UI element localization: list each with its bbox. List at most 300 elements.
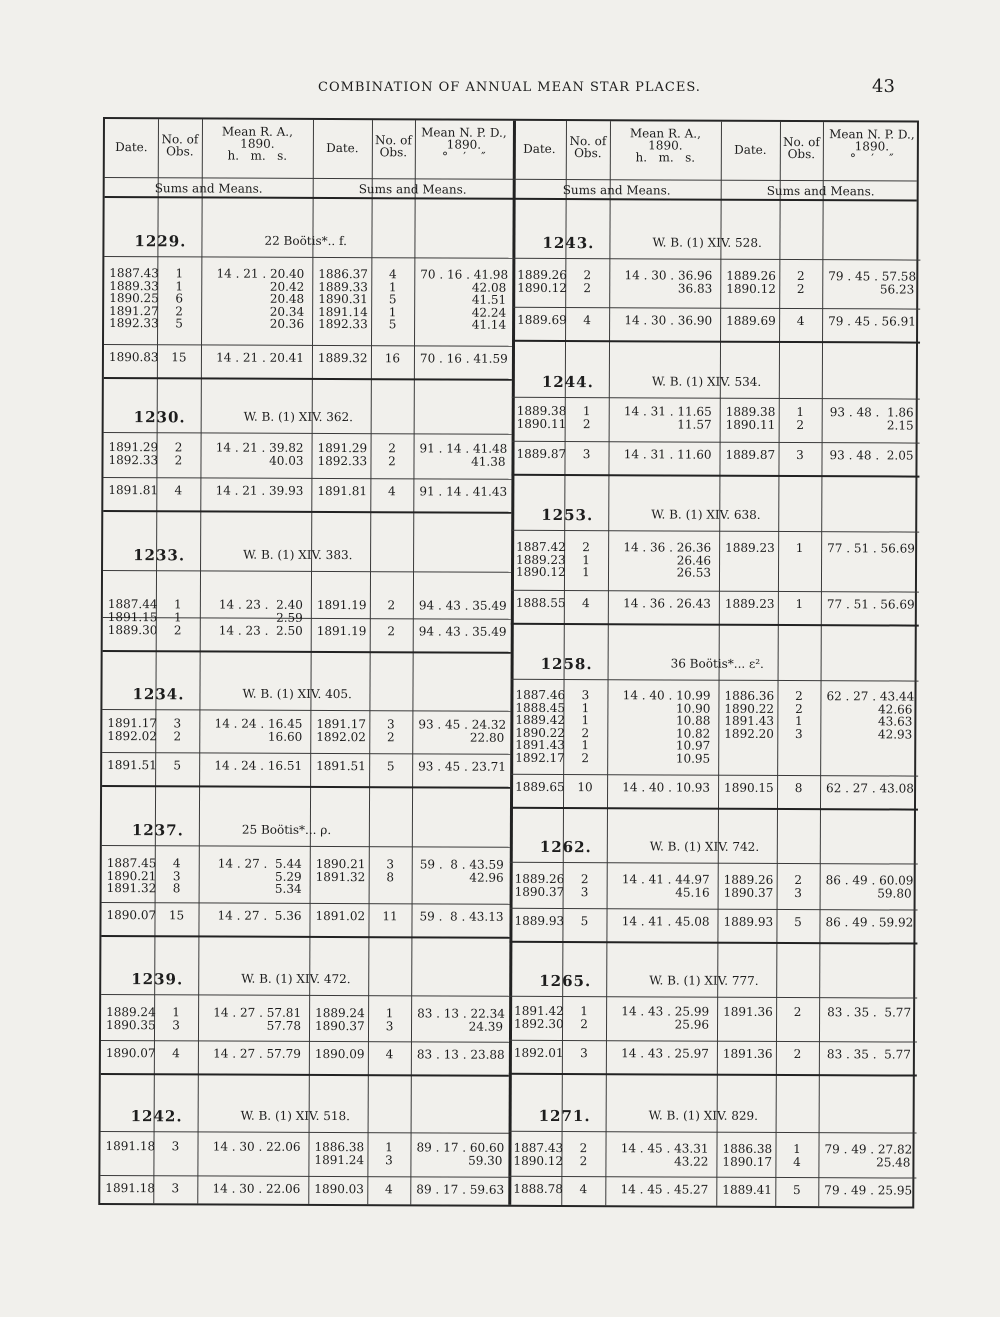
entry-1233-title — [133, 546, 503, 566]
obs-count: 5 — [388, 317, 397, 332]
obs-count: 2 — [796, 281, 805, 296]
entry-rule — [512, 258, 920, 261]
star-number: 1271. — [538, 1106, 591, 1126]
sum-obs: 5 — [792, 1183, 801, 1198]
obs-count: 1 — [582, 404, 591, 419]
obs-count: 2 — [580, 1016, 588, 1031]
mean-npd-value: 42.24 — [471, 305, 507, 320]
sum-rule — [100, 1175, 508, 1178]
mean-ra-value: 5.34 — [274, 881, 302, 896]
mean-ra-value: 14 . 21 . 20.40 — [216, 266, 305, 281]
star-number: 1258. — [540, 654, 593, 674]
sum-mean-ra: 14 . 23 . 2.50 — [218, 623, 303, 638]
mean-ra-value: 10.88 — [675, 713, 711, 728]
obs-date: 1891.19 — [316, 597, 367, 613]
mean-ra-value: 57.78 — [266, 1018, 302, 1033]
left-header-mean-npd: Mean N. P. D., 1890. ° ′ ″ — [421, 125, 507, 164]
sum-mean-ra: 14 . 27 . 57.79 — [213, 1046, 301, 1061]
star-number: 1243. — [542, 233, 595, 253]
sum-mean-npd: 83 . 13 . 23.88 — [416, 1047, 505, 1062]
obs-date: 1891.32 — [315, 869, 366, 884]
obs-date: 1887.44 — [107, 597, 158, 612]
sum-mean-npd: 59 . 8 . 43.13 — [419, 909, 504, 924]
sum-obs: 4 — [385, 1047, 394, 1062]
sum-date: 1889.69 — [517, 312, 567, 328]
star-number: 1265. — [539, 971, 592, 991]
mean-npd-value: 24.39 — [468, 1019, 504, 1034]
obs-count: 1 — [795, 714, 803, 729]
star-designation: W. B. (1) XIV. 638. — [651, 507, 761, 522]
obs-count: 2 — [579, 1141, 588, 1156]
sum-date: 1891.36 — [722, 1046, 773, 1061]
obs-count: 2 — [795, 701, 803, 716]
sum-date: 1890.83 — [108, 350, 159, 365]
sum-mean-npd: 62 . 27 . 43.08 — [826, 781, 914, 796]
obs-count: 1 — [173, 609, 182, 624]
sum-mean-npd: 70 . 16 . 41.59 — [419, 351, 508, 366]
obs-count: 1 — [388, 279, 397, 294]
mean-npd-value: 79 . 45 . 57.58 — [828, 269, 917, 284]
entry-end-rule — [102, 785, 510, 789]
star-number: 1242. — [130, 1107, 183, 1126]
sum-rule — [101, 1040, 509, 1043]
obs-count: 1 — [793, 1142, 801, 1157]
obs-count: 2 — [796, 269, 805, 284]
page-number: 43 — [872, 76, 895, 97]
obs-count: 2 — [388, 441, 396, 456]
star-designation: W. B. (1) XIV. 528. — [652, 235, 762, 250]
sum-mean-ra: 14 . 21 . 20.41 — [216, 350, 304, 365]
obs-date: 1889.24 — [315, 1005, 365, 1021]
star-places-table — [98, 117, 919, 1209]
entry-rule — [103, 570, 511, 573]
mean-npd-value: 94 . 43 . 35.49 — [418, 598, 507, 613]
obs-count: 8 — [386, 869, 395, 884]
mean-npd-value: 91 . 14 . 41.48 — [419, 441, 508, 456]
entry-end-rule — [511, 474, 919, 478]
obs-date: 1892.33 — [109, 316, 159, 331]
sum-mean-npd: 91 . 14 . 41.43 — [419, 484, 508, 499]
obs-count: 2 — [388, 453, 396, 468]
obs-count: 1 — [796, 405, 805, 420]
sum-date: 1892.01 — [513, 1045, 564, 1061]
entry-rule — [512, 397, 920, 400]
sum-obs: 4 — [583, 313, 591, 328]
obs-date: 1891.32 — [106, 881, 157, 896]
entry-1242-title — [131, 1107, 501, 1127]
left-header-date: Date. — [326, 140, 359, 156]
sum-date: 1889.30 — [107, 623, 158, 638]
mean-ra-value: 45.16 — [675, 885, 710, 900]
mean-ra-value: 14 . 27 . 57.81 — [213, 1005, 302, 1020]
left-sums-and-means: Sums and Means. — [154, 181, 263, 196]
entry-rule — [102, 845, 510, 848]
sum-date: 1890.07 — [106, 908, 157, 923]
sum-obs: 4 — [388, 484, 396, 499]
entry-end-rule — [104, 377, 512, 381]
sum-obs: 5 — [173, 758, 182, 773]
mean-ra-value: 10.82 — [675, 726, 711, 741]
obs-date: 1889.24 — [106, 1005, 156, 1020]
mean-npd-value: 42.66 — [878, 701, 913, 717]
obs-date: 1892.02 — [316, 729, 366, 744]
obs-count: 2 — [174, 452, 183, 467]
sum-date: 1889.93 — [723, 914, 774, 929]
sum-rule — [508, 1176, 916, 1179]
entry-end-rule — [510, 807, 918, 811]
obs-date: 1890.21 — [106, 868, 157, 883]
sum-mean-ra: 14 . 45 . 45.27 — [620, 1182, 709, 1197]
mean-npd-value: 41.38 — [471, 454, 506, 469]
sum-mean-npd: 77 . 51 . 56.69 — [826, 597, 915, 612]
mean-npd-value: 86 . 49 . 60.09 — [825, 873, 914, 888]
obs-date: 1890.12 — [517, 280, 567, 295]
left-header-obs: No. of Obs. — [374, 133, 412, 160]
obs-count: 2 — [386, 729, 395, 744]
sum-obs: 3 — [580, 1046, 588, 1061]
mean-npd-value: 42.93 — [877, 726, 913, 742]
mean-ra-value: 10.97 — [675, 738, 711, 753]
mean-ra-value: 10.90 — [676, 701, 711, 716]
entry-end-rule — [512, 340, 920, 344]
obs-count: 3 — [172, 1017, 180, 1032]
mean-npd-value: 25.48 — [876, 1154, 911, 1170]
obs-count: 1 — [172, 1005, 180, 1020]
sum-date: 1888.78 — [513, 1181, 563, 1197]
sum-date: 1889.65 — [515, 779, 565, 795]
obs-count: 2 — [796, 417, 805, 432]
right-sums-and-means: Sums and Means. — [766, 183, 875, 199]
sum-date: 1889.32 — [317, 350, 368, 366]
sum-date: 1891.19 — [316, 623, 367, 639]
mean-ra-value: 16.60 — [267, 729, 303, 744]
sum-mean-npd: 94 . 43 . 35.49 — [418, 624, 507, 639]
obs-date: 1889.26 — [517, 267, 567, 283]
sum-obs: 4 — [796, 314, 805, 329]
entry-1229-title — [134, 232, 504, 252]
sum-obs: 10 — [577, 780, 593, 795]
obs-count: 4 — [793, 1154, 801, 1169]
obs-date: 1890.21 — [315, 856, 366, 872]
obs-date: 1890.12 — [515, 564, 566, 580]
obs-count: 4 — [388, 267, 397, 282]
mean-ra-value: 43.22 — [674, 1154, 709, 1169]
sum-mean-npd: 89 . 17 . 59.63 — [416, 1182, 505, 1197]
sum-obs: 2 — [387, 624, 396, 639]
sum-rule — [102, 752, 510, 755]
sum-date: 1889.87 — [725, 447, 776, 462]
mean-ra-value: 14 . 27 . 5.44 — [217, 856, 302, 871]
entry-rule — [104, 256, 512, 259]
sum-rule — [512, 441, 920, 444]
mean-npd-value: 70 . 16 . 41.98 — [420, 267, 509, 282]
entry-end-rule — [509, 1073, 917, 1077]
sum-rule — [103, 477, 511, 480]
mean-ra-value: 10.95 — [675, 751, 711, 766]
sum-rule — [102, 902, 510, 905]
sum-mean-ra: 14 . 30 . 22.06 — [212, 1181, 301, 1196]
mean-npd-value: 93 . 48 . 1.86 — [829, 405, 914, 420]
sum-obs: 1 — [795, 597, 804, 612]
sum-obs: 4 — [582, 596, 590, 611]
obs-count: 5 — [388, 292, 397, 307]
obs-count: 2 — [583, 280, 592, 295]
sum-mean-npd: 86 . 49 . 59.92 — [825, 915, 914, 930]
obs-date: 1890.12 — [513, 1153, 564, 1168]
entry-1262-title — [540, 838, 910, 858]
mean-ra-value: 14 . 45 . 43.31 — [620, 1141, 709, 1156]
obs-count: 3 — [581, 688, 590, 703]
star-designation: 22 Boötis*.. f. — [264, 233, 347, 249]
center-rule — [508, 121, 516, 1205]
mean-ra-value: 14 . 30 . 36.96 — [624, 268, 713, 283]
entry-rule — [509, 1131, 917, 1134]
entry-rule — [102, 709, 510, 712]
sum-rule — [509, 1040, 917, 1043]
mean-npd-value: 83 . 35 . 5.77 — [827, 1005, 912, 1020]
obs-count: 2 — [581, 725, 590, 740]
sum-date: 1889.69 — [726, 313, 776, 328]
star-number: 1229. — [134, 232, 187, 251]
star-designation: W. B. (1) XIV. 405. — [242, 686, 352, 702]
obs-date: 1890.35 — [106, 1017, 156, 1032]
obs-date: 1890.17 — [722, 1154, 773, 1169]
mean-ra-value: 5.29 — [274, 869, 302, 884]
obs-date: 1891.36 — [723, 1004, 773, 1019]
obs-date: 1889.26 — [723, 872, 774, 887]
mean-ra-value: 25.96 — [674, 1017, 710, 1032]
mean-ra-value: 14 . 30 . 22.06 — [212, 1139, 301, 1154]
sum-date: 1889.87 — [516, 446, 567, 462]
mean-npd-value: 77 . 51 . 56.69 — [827, 541, 915, 556]
obs-count: 1 — [385, 1006, 394, 1021]
mean-ra-value: 14 . 24 . 16.45 — [214, 716, 303, 731]
obs-date: 1892.33 — [108, 452, 159, 467]
obs-count: 1 — [795, 541, 804, 556]
obs-date: 1889.38 — [725, 404, 776, 419]
entry-1230-title — [134, 408, 504, 428]
obs-count: 5 — [175, 316, 183, 331]
sum-date: 1889.23 — [724, 596, 775, 611]
star-designation: W. B. (1) XIV. 518. — [240, 1108, 351, 1124]
obs-count: 1 — [581, 700, 590, 715]
mean-ra-value: 20.36 — [269, 316, 305, 331]
sum-date: 1891.51 — [316, 758, 366, 774]
entry-1265-title — [539, 972, 909, 992]
obs-date: 1890.31 — [318, 291, 368, 307]
entry-rule — [510, 862, 918, 865]
obs-count: 3 — [385, 1018, 394, 1033]
star-number: 1233. — [133, 546, 186, 565]
entry-rule — [104, 432, 512, 435]
mean-ra-value: 20.48 — [269, 291, 305, 306]
obs-date: 1891.15 — [107, 609, 158, 624]
entry-1234-title — [132, 685, 502, 705]
left-sums-and-means: Sums and Means. — [358, 182, 467, 197]
sum-obs: 8 — [794, 781, 803, 796]
mean-ra-value: 14 . 40 . 10.99 — [622, 688, 711, 703]
obs-date: 1887.42 — [516, 539, 566, 555]
obs-count: 1 — [388, 304, 397, 319]
sum-obs: 2 — [173, 623, 182, 638]
sum-rule — [512, 307, 920, 310]
obs-date: 1891.42 — [514, 1003, 564, 1019]
obs-date: 1892.17 — [515, 750, 565, 765]
sum-mean-ra: 14 . 31 . 11.60 — [623, 447, 712, 462]
mean-npd-value: 79 . 49 . 27.82 — [824, 1142, 913, 1157]
mean-npd-value: 59 . 8 . 43.59 — [419, 857, 504, 872]
star-designation: W. B. (1) XIV. 472. — [241, 971, 351, 987]
obs-count: 2 — [581, 750, 590, 765]
sum-mean-ra: 14 . 43 . 25.97 — [621, 1046, 709, 1061]
obs-count: 3 — [386, 717, 395, 732]
mean-npd-value: 62 . 27 . 43.44 — [826, 689, 915, 704]
sum-mean-ra: 14 . 36 . 26.43 — [623, 596, 711, 611]
entry-1237-title — [132, 821, 502, 841]
obs-count: 1 — [175, 266, 184, 281]
star-designation: W. B. (1) XIV. 742. — [649, 839, 760, 854]
sum-mean-ra: 14 . 30 . 36.90 — [624, 313, 713, 328]
sum-date: 1889.41 — [722, 1182, 772, 1197]
mean-npd-value: 43.63 — [877, 714, 913, 729]
entry-rule — [511, 530, 919, 533]
obs-count: 2 — [794, 873, 803, 888]
obs-date: 1886.36 — [724, 688, 775, 703]
obs-date: 1891.43 — [724, 713, 775, 728]
sum-obs: 4 — [384, 1182, 393, 1197]
star-number: 1253. — [541, 505, 594, 525]
mean-ra-value: 14 . 43 . 25.99 — [621, 1004, 710, 1019]
star-designation: 25 Boötis*... ρ. — [241, 822, 332, 838]
mean-npd-value: 42.08 — [471, 280, 507, 295]
sum-rule — [104, 344, 512, 347]
obs-date: 1889.23 — [725, 540, 775, 555]
mean-npd-value: 56.23 — [879, 281, 915, 297]
sum-obs: 4 — [174, 483, 183, 498]
mean-ra-value: 20.42 — [269, 279, 305, 294]
sum-rule — [510, 774, 918, 777]
sum-obs: 15 — [168, 908, 185, 923]
entry-1253-title — [541, 506, 911, 526]
sum-date: 1889.93 — [514, 913, 565, 929]
entry-rule — [509, 996, 917, 999]
star-number: 1234. — [132, 685, 185, 704]
obs-count: 2 — [582, 416, 591, 431]
sum-date: 1891.18 — [105, 1181, 155, 1196]
right-header-mean-npd: Mean N. P. D., 1890. ° ′ ″ — [829, 127, 915, 166]
entry-end-rule — [101, 935, 509, 939]
obs-count: 2 — [793, 1005, 802, 1020]
sum-date: 1891.81 — [317, 483, 368, 499]
sum-obs: 16 — [384, 351, 401, 366]
obs-date: 1890.37 — [723, 885, 774, 900]
obs-count: 3 — [580, 884, 589, 899]
obs-count: 2 — [174, 440, 183, 455]
obs-date: 1890.22 — [724, 701, 775, 716]
sum-mean-ra: 14 . 27 . 5.36 — [217, 908, 302, 923]
mean-ra-value: 26.53 — [676, 565, 712, 580]
mean-ra-value: 14 . 23 . 2.40 — [218, 597, 303, 612]
sum-mean-npd: 93 . 45 . 23.71 — [418, 759, 506, 774]
sum-mean-npd: 79 . 45 . 56.91 — [828, 314, 916, 329]
obs-count: 3 — [794, 885, 802, 900]
obs-date: 1892.30 — [514, 1016, 564, 1031]
star-designation: W. B. (1) XIV. 362. — [243, 409, 354, 425]
obs-count: 4 — [172, 856, 181, 871]
entry-end-rule — [103, 510, 511, 514]
sum-obs: 15 — [171, 350, 187, 365]
sum-date: 1891.02 — [315, 908, 366, 924]
obs-date: 1889.33 — [318, 279, 368, 294]
sum-date: 1890.09 — [314, 1046, 365, 1062]
obs-date: 1890.12 — [726, 281, 776, 296]
right-header-date: Date. — [734, 142, 767, 157]
mean-npd-value: 59.80 — [877, 885, 912, 901]
mean-npd-value: 93 . 45 . 24.32 — [418, 717, 507, 732]
obs-count: 2 — [173, 728, 182, 743]
obs-count: 6 — [175, 291, 184, 306]
sum-obs: 5 — [580, 914, 589, 929]
sum-date: 1890.03 — [314, 1181, 364, 1197]
obs-date: 1889.33 — [109, 278, 159, 293]
obs-date: 1891.29 — [317, 440, 368, 456]
obs-count: 2 — [579, 1153, 588, 1168]
page-title: COMBINATION OF ANNUAL MEAN STAR PLACES. — [318, 80, 701, 95]
obs-date: 1891.27 — [109, 303, 159, 318]
sum-obs: 11 — [382, 909, 398, 924]
obs-count: 1 — [174, 597, 182, 612]
star-designation: W. B. (1) XIV. 829. — [648, 1108, 759, 1123]
mean-npd-value: 22.80 — [469, 730, 505, 745]
left-header-mean-ra: Mean R. A., 1890. h. m. s. — [221, 124, 293, 163]
right-header-date: Date. — [523, 141, 556, 156]
obs-date: 1886.38 — [722, 1141, 773, 1156]
obs-count: 1 — [581, 713, 590, 728]
sum-mean-npd: 93 . 48 . 2.05 — [829, 448, 914, 463]
entry-rule — [101, 994, 509, 997]
right-header-obs: No. of Obs. — [782, 134, 820, 162]
obs-date: 1891.17 — [107, 716, 158, 731]
mean-ra-value: 20.34 — [269, 304, 305, 319]
mean-npd-value: 83 . 13 . 22.34 — [417, 1006, 505, 1021]
sum-mean-ra: 14 . 40 . 10.93 — [622, 780, 711, 795]
sum-obs: 5 — [794, 915, 802, 930]
sum-date: 1890.15 — [724, 780, 774, 795]
obs-date: 1887.43 — [513, 1140, 564, 1156]
obs-count: 1 — [175, 278, 184, 293]
mean-ra-value: 40.03 — [269, 453, 304, 468]
entry-1243-title — [542, 234, 912, 254]
obs-count: 2 — [387, 598, 396, 613]
obs-date: 1889.38 — [516, 403, 567, 419]
sum-mean-ra: 14 . 24 . 16.51 — [214, 758, 303, 773]
sum-rule — [511, 590, 919, 593]
obs-count: 3 — [171, 1139, 180, 1154]
left-header-date: Date. — [115, 140, 148, 155]
sum-date: 1891.51 — [107, 758, 157, 773]
sum-mean-npd: 83 . 35 . 5.77 — [826, 1047, 911, 1062]
obs-date: 1892.02 — [107, 728, 157, 743]
sum-obs: 3 — [582, 447, 591, 462]
sum-obs: 3 — [796, 448, 804, 463]
sum-rule — [510, 908, 918, 911]
entry-end-rule — [101, 1073, 509, 1077]
sum-obs: 3 — [171, 1181, 180, 1196]
obs-date: 1889.42 — [515, 712, 566, 728]
obs-date: 1888.45 — [515, 700, 566, 715]
entry-rule — [101, 1131, 509, 1134]
obs-date: 1887.45 — [106, 856, 157, 871]
